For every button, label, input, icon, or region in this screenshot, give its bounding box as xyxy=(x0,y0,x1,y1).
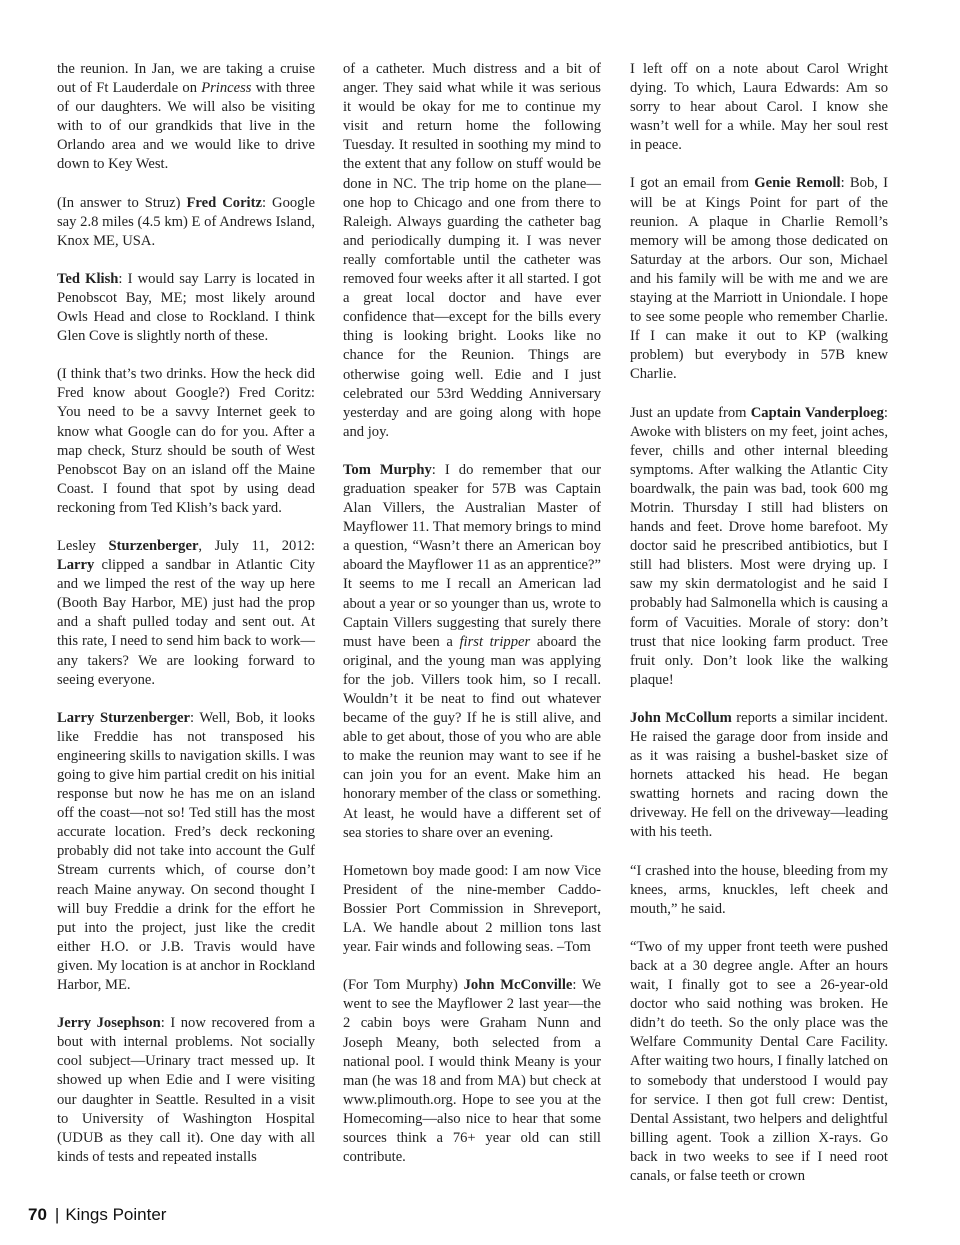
paragraph: “I crashed into the house, bleeding from my knees, arms, knuckles, left cheek and mouth,” he said. xyxy=(630,862,888,917)
paragraph: John McCollum reports a similar incident. He raised the garage door from inside and as it was raising a bushel-basket size of hornets attacked his head. He began swatting hornets and racing down the driveway. He fell on the driveway—leading with his teeth. xyxy=(630,709,888,841)
paragraph: (For Tom Murphy) John McConville: We went to see the Mayflower 2 last year—the 2 cabin boys were Graham Nunn and Joseph Meany, both selected from a national pool. I would think Meany is your man (he was 18 and from MA) but check at www.plimouth.org. Hope to see you at the Homecoming—also nice to hear that some sources think a 76+ year old can still contribute. xyxy=(343,977,601,1166)
person-name: Larry xyxy=(57,557,95,574)
emphasis: first tripper xyxy=(459,633,531,650)
person-name: Sturzenberger xyxy=(108,537,199,554)
paragraph: “Two of my upper front teeth were pushed back at a 30 degree angle. After an hours wait, I finally got to see a 26-year-old doctor who said nothing was broken. He didn’t do teeth. So the only place was the Welfare Community Dental Care Facility. After waiting two hours, I finally latched on to somebody that understood I would pay for service. I then got full crew: Dentist, Dental Assistant, two helpers and delightful billing agent. Took a zillion X-rays. Go back in two weeks to see if I need root canals, or false teeth or crown xyxy=(630,938,888,1184)
person-name: John McCollum xyxy=(630,709,732,726)
column-2 xyxy=(343,60,601,1186)
column-3 xyxy=(630,60,888,1205)
person-name: Jerry Josephson xyxy=(57,1015,161,1032)
column-1 xyxy=(57,60,315,1186)
paragraph: Just an update from Captain Vanderploeg: Awoke with blisters on my feet, joint aches, fever, chills and other internal bleeding symptoms. After walking the Atlantic City boardwalk, the pain was bad, took 600 mg Motrin. Thursday I still had blisters on hands and feet. Drove home barefoot. My doctor said he prescribed antibiotics, but I still had blisters. Most were drying up. I saw my skin dermatologist and he said I probably had Salmonella which is causing a form of Vacuities. Morale of story: don’t trust that nice looking farm product. Tree fruit only. Don’t look like the walking plaque! xyxy=(630,404,888,688)
person-name: John McConville xyxy=(463,977,573,994)
page-number: 70 xyxy=(28,1205,47,1224)
paragraph: Tom Murphy: I do remember that our graduation speaker for 57B was Captain Alan Villers, the Australian Master of Mayflower 11. That memory brings to mind a question, “Wasn’t there an American boy aboard the Mayflower 11 as an apprentice?” It seems to me I recall an American lad about a year or so younger than us, wrote to Captain Villers suggesting that surely there must have been a first tripper aboard the original, and the young man was applying for the job. Villers took him, so I recall. Wouldn’t it be neat to find out whatever became of the guy? If he is still alive, and able to get about, those of you who are able to make the reunion may want to see if he can join you for an event. Make him an honorary member of the class or something. At least, he would have a different set of sea stories to share over an evening. xyxy=(343,461,601,841)
paragraph: I got an email from Genie Remoll: Bob, I will be at Kings Point for part of the reunion. A plaque in Charlie Remoll’s memory will be among those dedicated on Saturday at the arbors. Our son, Michael and his family will be with me and we are staying at the Marriott in Uniondale. I hope to see some people who remember Charlie. If I can make it out to KP (walking problem) but everybody in 57B knew Charlie. xyxy=(630,175,888,383)
person-name: Genie Remoll xyxy=(754,175,841,192)
page-footer xyxy=(28,1205,166,1225)
footer-separator: | xyxy=(54,1205,60,1224)
paragraph: (In answer to Struz) Fred Coritz: Google say 2.8 miles (4.5 km) E of Andrews Island, Knox ME, USA. xyxy=(57,194,315,249)
paragraph: (I think that’s two drinks. How the heck did Fred know about Google?) Fred Coritz: You need to be a savvy Internet geek to know what Google can do for you. After a map check, Sturz should be south of West Penobscot Bay on an island off the Maine Coast. I found that spot by using dead reckoning from Ted Klish’s back yard. xyxy=(57,366,315,516)
paragraph: Lesley Sturzenberger, July 11, 2012: Larry clipped a sandbar in Atlantic City and we limped the rest of the way up here (Booth Bay Harbor, ME) just had the prop and a shaft pulled today and sent out. At this rate, I need to send him back to work—any takers? We are looking forward to seeing everyone. xyxy=(57,537,315,688)
paragraph: Larry Sturzenberger: Well, Bob, it looks like Freddie has not transposed his engineering skills to navigation skills. I was going to give him partial credit on his initial response but now he has me on an island off the coast—not so! Ted still has the most accurate location. Fred’s deck reckoning probably did not take into account the Gulf Stream currents which, of course don’t reach Maine anyway. On second thought I will buy Freddie a drink for the effort he put into the project, just like the credit either H.O. or J.B. Travis would have given. My location is at anchor in Rockland Harbor, ME. xyxy=(57,709,315,994)
person-name: Tom Murphy xyxy=(343,461,432,478)
paragraph: Ted Klish: I would say Larry is located in Penobscot Bay, ME; most likely around Owls Head and close to Rockland. I think Glen Cove is slightly north of these. xyxy=(57,270,315,345)
person-name: Fred Coritz xyxy=(186,194,262,211)
ship-name: Princess xyxy=(201,80,252,97)
person-name: Captain Vanderploeg xyxy=(750,404,884,421)
paragraph: Jerry Josephson: I now recovered from a bout with internal problems. Not socially cool subject—Urinary tract messed up. It showed up when Edie and I were visiting our daughter in Seattle. Resulted in a visit to University of Washington Hospital (UDUB as they call it). One day with all kinds of tests and repeated installs xyxy=(57,1015,315,1165)
person-name: Larry Sturzenberger xyxy=(57,709,190,726)
paragraph: the reunion. In Jan, we are taking a cruise out of Ft Lauderdale on Princess with three of our daughters. We will also be visiting with to of our grandkids that live in the Orlando area and we would like to drive down to Key West. xyxy=(57,61,315,173)
publication-name: Kings Pointer xyxy=(65,1205,167,1224)
paragraph: of a catheter. Much distress and a bit of anger. They said what while it was serious it would be okay for me to continue my visit and return home the following Tuesday. It resulted in soothing my mind to the extent that any follow on stuff would be done in NC. The trip home on the plane—one hop to Chicago and one from there to Raleigh. Always guarding the catheter bag and periodically dumping it. I was never really comfortable until the catheter was removed four weeks after it all started. I got a great local doctor and have ever confidence that—except for the bills every thing is looking bright. Looks like no chance for the Reunion. Things are otherwise going well. Edie and I just celebrated our 53rd Wedding Anniversary yesterday and are going along with hope and joy. xyxy=(343,61,601,440)
paragraph: I left off on a note about Carol Wright dying. To which, Laura Edwards: Am so sorry to hear about Carol. I know she wasn’t well for a while. May her soul rest in peace. xyxy=(630,61,888,154)
person-name: Ted Klish xyxy=(57,270,119,287)
paragraph: Hometown boy made good: I am now Vice President of the nine-member Caddo-Bossier Port Commission in Shreveport, LA. We handle about 2 million tons last year. Fair winds and following seas. –Tom xyxy=(343,862,601,956)
